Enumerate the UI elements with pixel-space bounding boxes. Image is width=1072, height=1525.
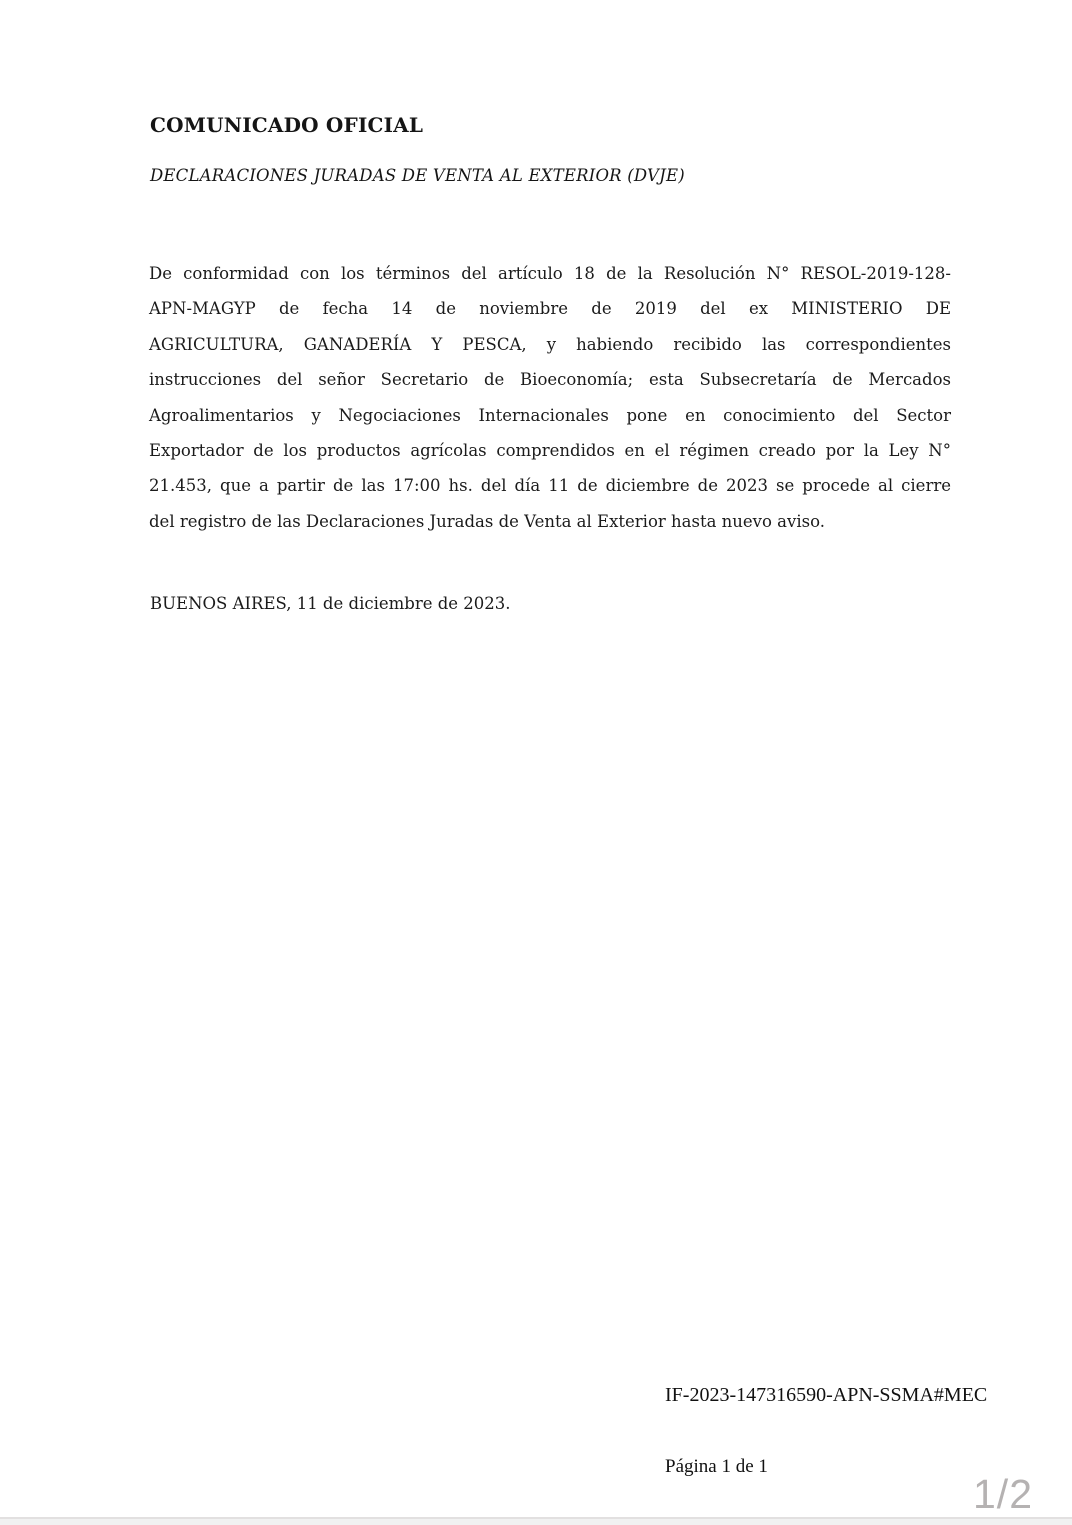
paragraph-line: APN-MAGYP de fecha 14 de noviembre de 2019 del ex MINISTERIO DE xyxy=(149,299,951,319)
page-separator xyxy=(0,1517,1072,1525)
document-subtitle: DECLARACIONES JURADAS DE VENTA AL EXTERIOR (DVJE) xyxy=(150,166,685,185)
page-number-label: Página 1 de 1 xyxy=(665,1456,768,1477)
dateline: BUENOS AIRES, 11 de diciembre de 2023. xyxy=(150,594,511,613)
document-title: COMUNICADO OFICIAL xyxy=(150,113,424,137)
paragraph-line: 21.453, que a partir de las 17:00 hs. del día 11 de diciembre de 2023 se procede al cierre xyxy=(149,476,951,496)
body-paragraph xyxy=(149,256,951,539)
paragraph-line: del registro de las Declaraciones Juradas de Venta al Exterior hasta nuevo aviso. xyxy=(149,511,825,531)
paragraph-line: AGRICULTURA, GANADERÍA Y PESCA, y habiendo recibido las correspondientes xyxy=(149,334,951,354)
document-reference-number: IF-2023-147316590-APN-SSMA#MEC xyxy=(665,1384,988,1406)
viewer-page-indicator: 1/2 xyxy=(973,1471,1033,1517)
paragraph-line: Agroalimentarios y Negociaciones Internacionales pone en conocimiento del Sector xyxy=(149,405,951,425)
paragraph-line: De conformidad con los términos del artículo 18 de la Resolución N° RESOL-2019-128- xyxy=(149,264,951,283)
paragraph-line: instrucciones del señor Secretario de Bioeconomía; esta Subsecretaría de Mercados xyxy=(149,370,951,390)
paragraph-line: Exportador de los productos agrícolas comprendidos en el régimen creado por la Ley N° xyxy=(149,441,951,461)
